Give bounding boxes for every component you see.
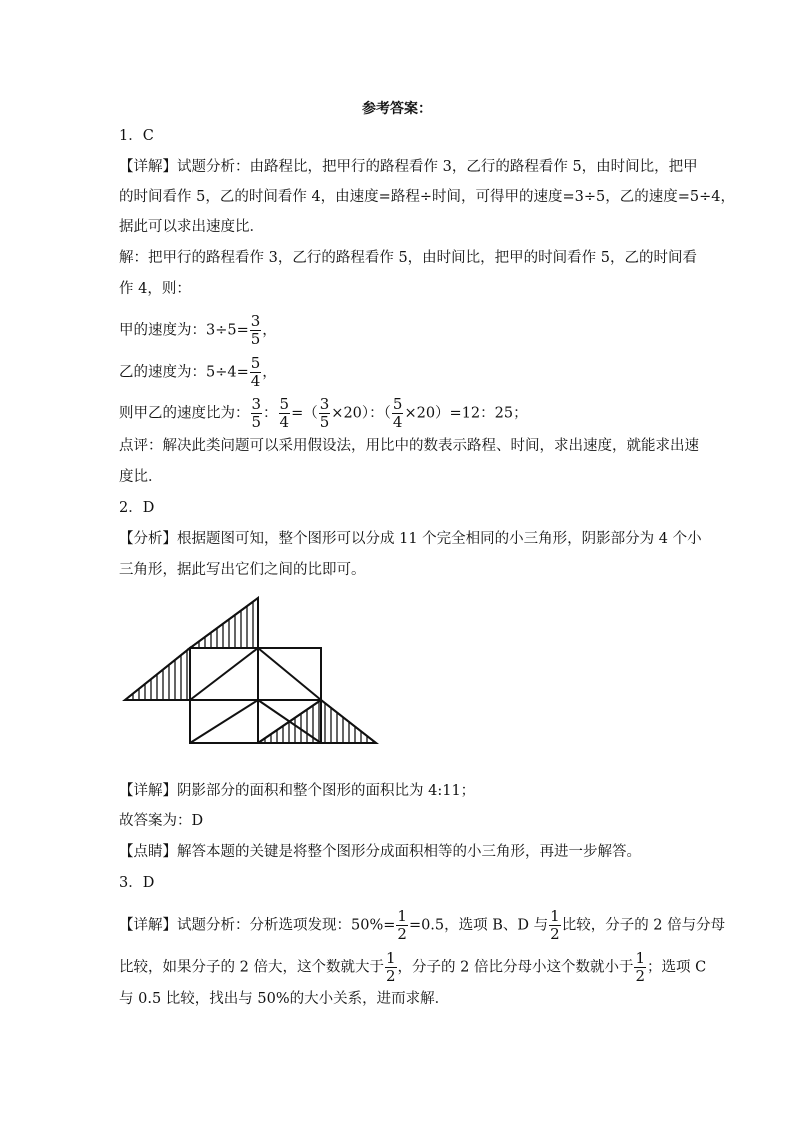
text-segment: ，分子的 2 倍比分母小这个数就小于 xyxy=(397,959,634,976)
fraction xyxy=(279,397,291,430)
page-title: 参考答案： xyxy=(362,101,432,117)
q1-comment-line-1: 点评：解决此类问题可以采用假设法，用比中的数表示路程、时间，求出速度，就能求出速 xyxy=(119,438,699,454)
ratio-middle: ×20）：（ xyxy=(331,405,391,422)
fraction-numerator: 5 xyxy=(250,354,261,372)
fraction-denominator: 4 xyxy=(250,372,261,390)
ratio-label: 则甲乙的速度比为： xyxy=(119,405,250,422)
q1-jia-speed xyxy=(119,314,277,347)
text-segment: 比较，如果分子的 2 倍大，这个数就大于 xyxy=(119,959,384,976)
q1-solution-line-1: 解：把甲行的路程看作 3，乙行的路程看作 5，由时间比，把甲的时间看作 5，乙的时间看 xyxy=(119,250,697,266)
yi-speed-label: 乙的速度为：5÷4= xyxy=(119,364,249,381)
q2-detail: 【详解】阴影部分的面积和整个图形的面积比为 4:11； xyxy=(119,783,476,799)
q3-detail-line-3: 与 0.5 比较，找出与 50%的大小关系，进而求解． xyxy=(119,991,450,1007)
fraction xyxy=(396,909,408,942)
fraction xyxy=(251,397,263,430)
fraction-denominator: 2 xyxy=(550,925,560,943)
fraction-denominator: 2 xyxy=(385,967,396,985)
fraction xyxy=(392,397,404,430)
fraction xyxy=(549,909,561,942)
q1-analysis-line-1: 【详解】试题分析：由路程比，把甲行的路程看作 3，乙行的路程看作 5，由时间比，把甲 xyxy=(119,159,698,175)
fraction-denominator: 2 xyxy=(397,925,407,943)
fraction xyxy=(250,356,262,389)
fraction-denominator: 4 xyxy=(279,413,290,431)
text-segment: 【详解】试题分析：分析选项发现：50%= xyxy=(119,917,396,934)
fraction-denominator: 5 xyxy=(251,413,262,431)
q2-note: 【点睛】解答本题的关键是将整个图形分成面积相等的小三角形，再进一步解答。 xyxy=(119,844,641,860)
fraction-numerator: 3 xyxy=(250,312,261,330)
q2-analysis-line-1: 【分析】根据题图可知，整个图形可以分成 11 个完全相同的小三角形，阴影部分为 4 个小 xyxy=(119,531,702,547)
fraction xyxy=(319,397,331,430)
triangle-figure xyxy=(120,594,380,746)
q1-yi-speed xyxy=(119,356,277,389)
fraction-denominator: 5 xyxy=(250,330,261,348)
q1-solution-line-2: 作 4，则： xyxy=(119,281,191,297)
text-segment: =0.5，选项 B、D 与 xyxy=(408,917,549,934)
q2-answer: 故答案为：D xyxy=(119,813,204,829)
text-segment: 比较，分子的 2 倍与分母 xyxy=(561,917,726,934)
fraction-numerator: 5 xyxy=(392,395,403,413)
fraction xyxy=(385,951,397,984)
q1-number: 1．C xyxy=(119,128,154,144)
punctuation: ， xyxy=(262,364,277,381)
q3-detail-line-1 xyxy=(119,909,725,942)
fraction-numerator: 1 xyxy=(385,949,396,967)
text-segment: ；选项 C xyxy=(647,959,707,976)
jia-speed-label: 甲的速度为：3÷5= xyxy=(119,322,249,339)
q3-detail-line-2 xyxy=(119,951,706,984)
fraction-numerator: 3 xyxy=(251,395,262,413)
q1-comment-line-2: 度比． xyxy=(119,469,163,485)
ratio-colon: ： xyxy=(263,405,278,422)
fraction-denominator: 5 xyxy=(319,413,330,431)
q1-speed-ratio xyxy=(119,397,528,430)
ratio-open: =（ xyxy=(291,405,318,422)
fraction-numerator: 5 xyxy=(279,395,290,413)
fraction-numerator: 1 xyxy=(397,907,407,925)
fraction-denominator: 4 xyxy=(392,413,403,431)
fraction-numerator: 1 xyxy=(635,949,645,967)
fraction-numerator: 1 xyxy=(550,907,560,925)
fraction xyxy=(634,951,646,984)
fraction-denominator: 2 xyxy=(635,967,645,985)
ratio-result: ×20）=12：25； xyxy=(404,405,528,422)
q3-number: 3．D xyxy=(119,875,155,891)
q1-analysis-line-3: 据此可以求出速度比． xyxy=(119,219,264,235)
q1-analysis-line-2: 的时间看作 5，乙的时间看作 4，由速度=路程÷时间，可得甲的速度=3÷5，乙的速度=5÷4， xyxy=(119,189,735,205)
punctuation: ， xyxy=(262,322,277,339)
q2-analysis-line-2: 三角形，据此写出它们之间的比即可。 xyxy=(119,562,366,578)
fraction xyxy=(250,314,262,347)
q2-number: 2．D xyxy=(119,500,155,516)
fraction-numerator: 3 xyxy=(319,395,330,413)
